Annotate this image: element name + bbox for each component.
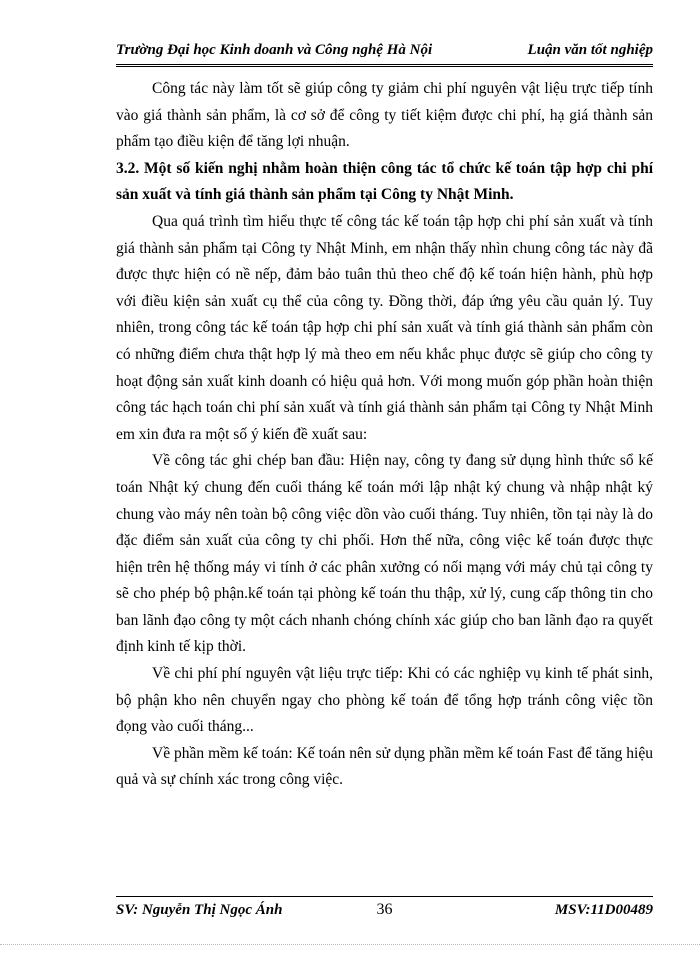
paragraph-material-cost: Về chi phí phí nguyên vật liệu trực tiếp: Khi có các nghiệp vụ kinh tế phát sinh, bộ phận kho nên chuyển ngay cho phòng kế toán để tổng hợp tránh công việc tồn đọng vào cuối tháng... xyxy=(116,665,653,736)
page-header xyxy=(116,36,653,67)
footer-student-name: SV: Nguyễn Thị Ngọc Ánh xyxy=(116,901,283,918)
header-document-type: Luận văn tốt nghiệp xyxy=(527,41,653,58)
page-number: 36 xyxy=(376,901,393,918)
document-body xyxy=(116,76,653,794)
paragraph-cost-saving: Công tác này làm tốt sẽ giúp công ty giảm chi phí nguyên vật liệu trực tiếp tính vào giá thành sản phẩm, là cơ sở để công ty tiết kiệm được chi phí, hạ giá thành sản phẩm tạo điều kiện để tăng lợi nhuận. xyxy=(116,80,653,151)
section-heading-3-2: 3.2. Một số kiến nghị nhằm hoàn thiện công tác tổ chức kế toán tập hợp chi phí sản xuất và tính giá thành sản phẩm tại Công ty Nhật Minh. xyxy=(116,159,653,204)
paragraph-overview: Qua quá trình tìm hiểu thực tế công tác kế toán tập hợp chi phí sản xuất và tính giá thành sản phẩm tại Công ty Nhật Minh, em nhận thấy nhìn chung công tác này đã được thực hiện có nề nếp, đảm bảo tuân thủ theo chế độ kế toán hiện hành, phù hợp với điều kiện sản xuất cụ thể của công ty. Đồng thời, đáp ứng yêu cầu quản lý. Tuy nhiên, trong công tác kế toán tập hợp chi phí sản xuất và tính giá thành sản phẩm còn có những điểm chưa thật hợp lý mà theo em nếu khắc phục được sẽ giúp cho công ty hoạt động sản xuất kinh doanh có hiệu quả hơn. Với mong muốn góp phần hoàn thiện công tác hạch toán chi phí sản xuất và tính giá thành sản phẩm tại Công ty Nhật Minh em xin đưa ra một số ý kiến đề xuất sau: xyxy=(116,212,653,443)
footer-student-id: MSV:11D00489 xyxy=(554,901,653,918)
paragraph-software: Về phần mềm kế toán: Kế toán nên sử dụng phần mềm kế toán Fast để tăng hiệu quả và sự chính xác trong công việc. xyxy=(116,744,653,789)
page-footer xyxy=(116,896,653,923)
header-school-name: Trường Đại học Kinh doanh và Công nghệ Hà Nội xyxy=(116,41,433,58)
paragraph-initial-recording: Về công tác ghi chép ban đầu: Hiện nay, công ty đang sử dụng hình thức sổ kế toán Nhật ký chung đến cuối tháng kế toán mới lập nhật ký chung và nhập nhật ký chung vào máy nên toàn bộ công việc dồn vào cuối tháng. Tuy nhiên, tồn tại này là do đặc điểm sản xuất của công ty chi phối. Hơn thế nữa, công việc kế toán được thực hiện trên hệ thống máy vi tính ở các phân xưởng có nối mạng với máy chủ tại công ty sẽ cho phép bộ phận.kế toán tại phòng kế toán thu thập, xử lý, cung cấp thông tin cho ban lãnh đạo công ty một cách nhanh chóng chính xác giúp cho ban lãnh đạo ra quyết định kinh tế kịp thời. xyxy=(116,452,653,656)
page-edge-divider xyxy=(0,944,700,945)
